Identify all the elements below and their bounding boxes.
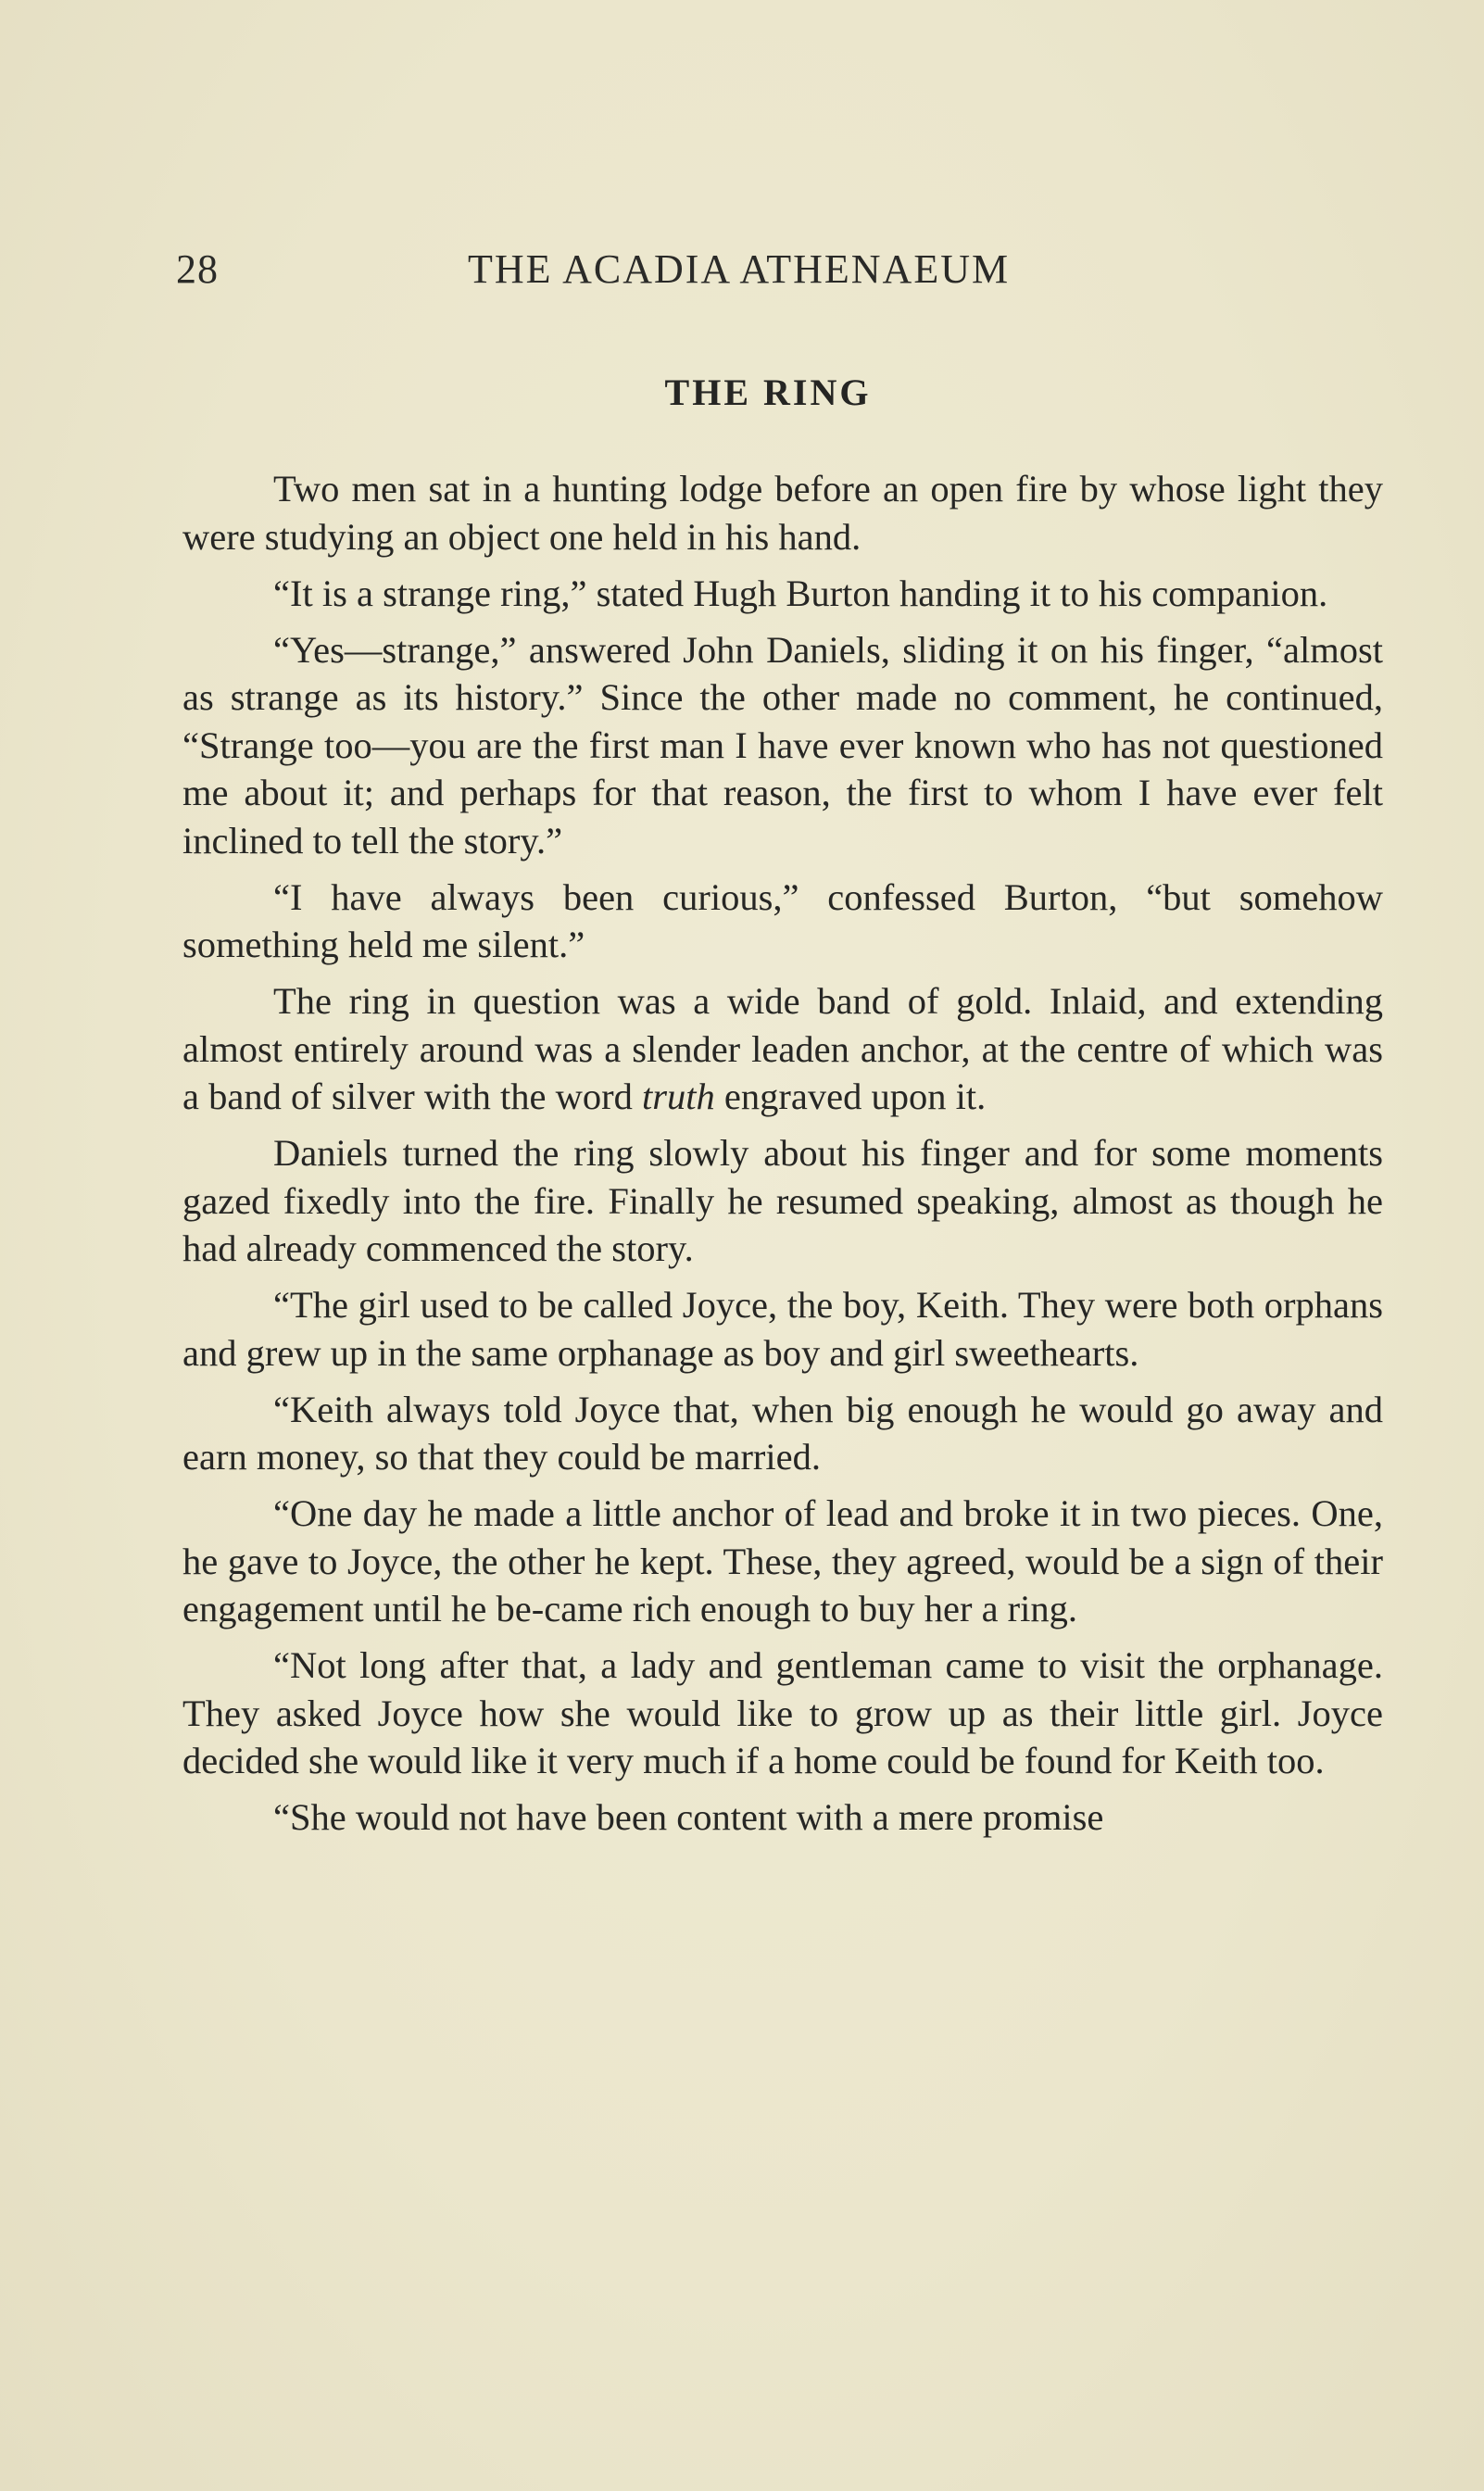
paragraph: “Not long after that, a lady and gentleman came to visit the orphanage. They asked Joyce how she would like to grow up as their little girl. Joyce decided she would like it very much if a home could be found for Keith too. — [182, 1644, 1383, 1781]
ring-text-italic: truth — [642, 1076, 715, 1117]
page-number: 28 — [176, 246, 219, 292]
paragraph: “One day he made a little anchor of lead and broke it in two pieces. One, he gave to Joyce, the other he kept. These, they agreed, would be a sign of their engagement until he be-came rich enough to buy her a ring. — [182, 1492, 1383, 1629]
page-header — [176, 245, 1380, 301]
paragraph: “Yes—strange,” answered John Daniels, sliding it on his finger, “almost as strange as its history.” Since the other made no comment, he continued, “Strange too—you are the first man I have ever known who has not questioned me about it; and perhaps for that reason, the first to whom I have ever felt inclined to tell the story.” — [182, 628, 1383, 862]
article-body — [182, 465, 1383, 1850]
paragraph: “I have always been curious,” confessed Burton, “but somehow something held me silent.” — [182, 875, 1383, 965]
paragraph-ring-description — [182, 977, 1383, 1121]
paragraph: Daniels turned the ring slowly about his finger and for some moments gazed fixedly into the fire. Finally he resumed speaking, almost as though he had already commenced the story. — [182, 1132, 1383, 1269]
paragraph: “She would not have been content with a mere promise — [273, 1796, 1104, 1838]
article-title: THE RING — [664, 371, 872, 413]
paragraph: Two men sat in a hunting lodge before an open fire by whose light they were studying an object one held in his hand. — [182, 468, 1383, 558]
paragraph: “It is a strange ring,” stated Hugh Burton handing it to his companion. — [273, 572, 1328, 614]
ring-text-before: The ring in question was a wide band of gold. Inlaid, and extending almost entirely around was a slender leaden anchor, at the centre of which was a band of silver with the word — [182, 980, 1383, 1117]
running-head: THE ACADIA ATHENAEUM — [468, 246, 1011, 292]
ring-text-after: engraved upon it. — [714, 1076, 987, 1117]
paragraph: “Keith always told Joyce that, when big enough he would go away and earn money, so that they could be married. — [182, 1388, 1383, 1478]
paragraph: “The girl used to be called Joyce, the boy, Keith. They were both orphans and grew up in the same orphanage as boy and girl sweethearts. — [182, 1284, 1383, 1374]
